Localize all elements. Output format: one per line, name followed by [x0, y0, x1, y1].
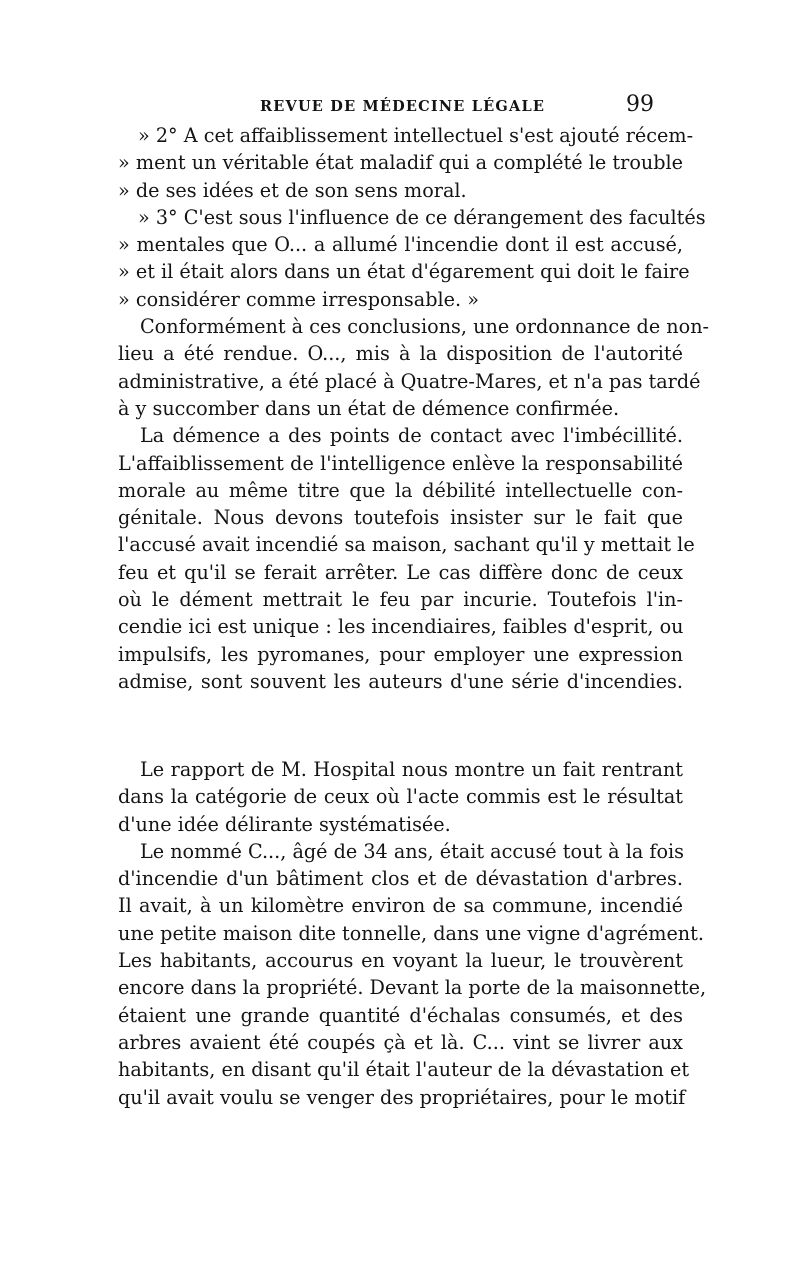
text-line: l'accusé avait incendié sa maison, sachant qu'il y mettait le — [118, 533, 695, 557]
text-line: habitants, en disant qu'il était l'auteur de la dévastation et — [118, 1058, 690, 1082]
text-line: » de ses idées et de son sens moral. — [118, 178, 467, 202]
text-line: » et il était alors dans un état d'égarement qui doit le faire — [118, 260, 690, 284]
text-line: impulsifs, les pyromanes, pour employer une expression — [118, 642, 683, 666]
page-number: 99 — [626, 92, 654, 117]
text-line: qu'il avait voulu se venger des propriétaires, pour le motif — [118, 1085, 686, 1109]
text-line: d'une idée délirante systématisée. — [118, 812, 451, 836]
text-line: encore dans la propriété. Devant la porte de la maisonnette, — [118, 976, 707, 1000]
text-line: Conformément à ces conclusions, une ordonnance de non- — [140, 315, 710, 339]
text-line: Les habitants, accourus en voyant la lueur, le trouvèrent — [118, 949, 683, 973]
text-line: Le rapport de M. Hospital nous montre un fait rentrant — [140, 758, 683, 781]
text-line: dans la catégorie de ceux où l'acte commis est le résultat — [118, 785, 683, 809]
text-line: étaient une grande quantité d'échalas consumés, et des — [118, 1003, 683, 1027]
text-line: » 3° C'est sous l'influence de ce dérangement des facultés — [138, 205, 706, 229]
text-line: L'affaiblissement de l'intelligence enlève la responsabilité — [118, 451, 683, 475]
text-line: une petite maison dite tonnelle, dans une vigne d'agrément. — [118, 921, 704, 945]
text-line: » 2° A cet affaiblissement intellectuel s'est ajouté récem- — [138, 124, 694, 147]
text-line: administrative, a été placé à Quatre-Mares, et n'a pas tardé — [118, 369, 701, 393]
text-line: génitale. Nous devons toutefois insister sur le fait que — [118, 506, 683, 530]
text-block-upper — [118, 122, 710, 695]
page-header — [120, 92, 680, 122]
text-block-lower — [118, 756, 707, 1111]
text-line: Il avait, à un kilomètre environ de sa commune, incendié — [118, 894, 683, 918]
running-title: REVUE DE MÉDECINE LÉGALE — [260, 98, 546, 115]
text-line: arbres avaient été coupés çà et là. C... vint se livrer aux — [118, 1030, 683, 1054]
text-line: » mentales que O... a allumé l'incendie dont il est accusé, — [118, 233, 683, 257]
text-line: La démence a des points de contact avec l'imbécillité. — [140, 424, 683, 448]
text-line: où le dément mettrait le feu par incurie. Toutefois l'in- — [118, 588, 683, 612]
text-line: » considérer comme irresponsable. » — [118, 287, 479, 311]
text-line: feu et qu'il se ferait arrêter. Le cas diffère donc de ceux — [118, 560, 683, 584]
text-line: à y succomber dans un état de démence confirmée. — [118, 396, 620, 420]
text-line: admise, sont souvent les auteurs d'une série d'incendies. — [118, 669, 683, 693]
text-line: d'incendie d'un bâtiment clos et de dévastation d'arbres. — [118, 867, 683, 891]
text-line: lieu a été rendue. O..., mis à la disposition de l'autorité — [118, 342, 683, 366]
text-line: Le nommé C..., âgé de 34 ans, était accusé tout à la fois — [140, 839, 685, 863]
text-line: morale au même titre que la débilité intellectuelle con- — [118, 478, 683, 502]
text-line: cendie ici est unique : les incendiaires, faibles d'esprit, ou — [118, 615, 684, 639]
text-line: » ment un véritable état maladif qui a complété le trouble — [118, 151, 683, 175]
